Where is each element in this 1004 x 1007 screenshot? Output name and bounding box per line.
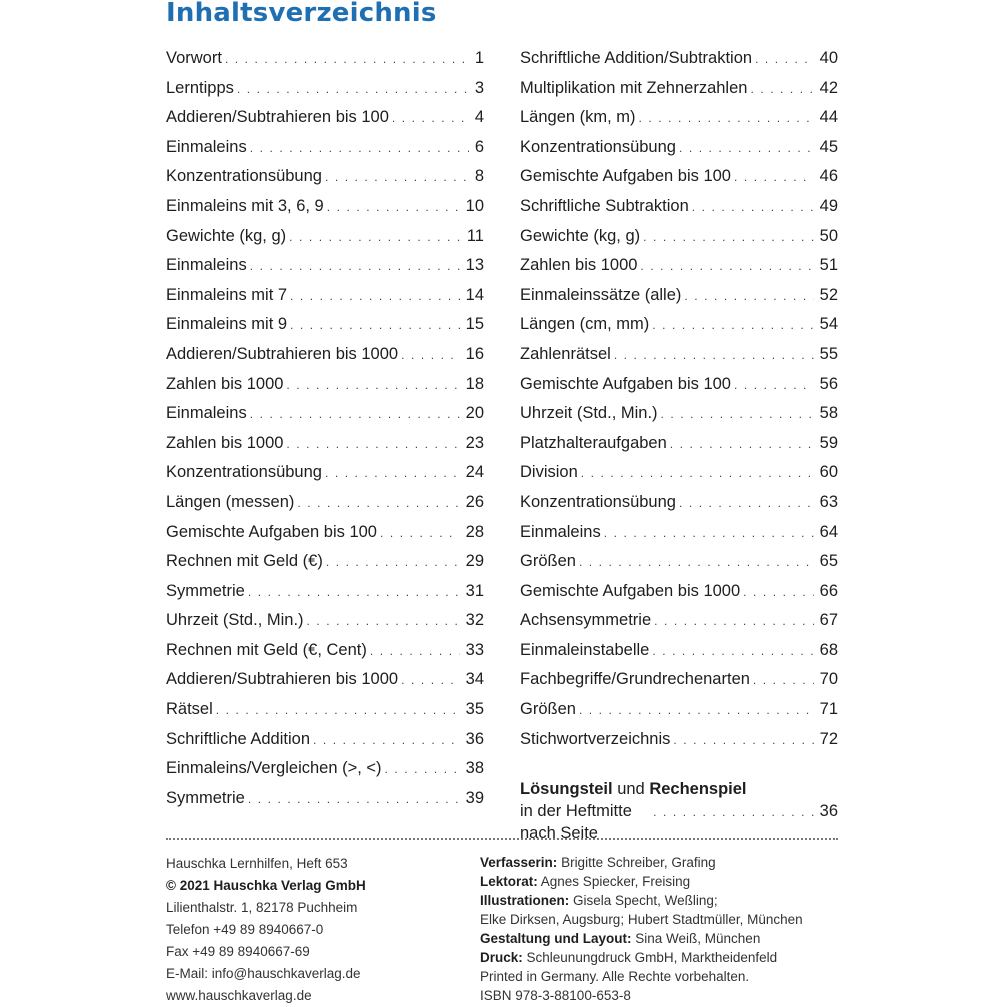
dot-leader	[679, 134, 814, 164]
toc-entry	[520, 162, 838, 192]
dot-leader	[250, 252, 460, 282]
toc-entry-page: 67	[819, 611, 838, 630]
rights-line: Printed in Germany. Alle Rechte vorbehalten.	[480, 969, 750, 984]
dot-leader	[307, 607, 460, 637]
illustrations-value: Gisela Specht, Weßling;	[573, 893, 718, 908]
dot-leader	[743, 578, 813, 608]
dot-leader	[684, 282, 813, 312]
toc-entry	[166, 310, 484, 340]
toc-entry-page: 59	[819, 433, 838, 452]
page-title: Inhaltsverzeichnis	[166, 0, 437, 28]
toc-entry-title: Zahlen bis 1000	[520, 256, 638, 275]
toc-entry-page: 26	[465, 492, 484, 511]
toc-entry-page: 3	[474, 78, 484, 97]
toc-entry-title: Stichwortverzeichnis	[520, 729, 671, 748]
toc-entry-title: Gemischte Aufgaben bis 100	[520, 167, 731, 186]
illustrations-label: Illustrationen:	[480, 893, 570, 908]
toc-entry	[166, 281, 484, 311]
toc-entry-page: 66	[819, 581, 838, 600]
dot-leader	[401, 341, 460, 371]
dot-leader	[250, 134, 469, 164]
illustrations-line	[480, 891, 803, 910]
solutions-line-1	[520, 778, 838, 800]
toc-entry-title: Achsensymmetrie	[520, 611, 652, 630]
toc-entry	[520, 488, 838, 518]
toc-entry	[166, 695, 484, 725]
toc-entry	[166, 577, 484, 607]
dot-leader	[290, 282, 460, 312]
toc-entry-page: 10	[465, 196, 484, 215]
toc-entry	[520, 251, 838, 281]
dot-leader	[216, 696, 460, 726]
toc-entry-title: Einmaleins	[166, 137, 247, 156]
toc-entry-title: Einmaleins/Vergleichen (>, <)	[166, 759, 382, 778]
dot-leader	[370, 637, 460, 667]
toc-entry-page: 58	[819, 404, 838, 423]
dot-leader	[237, 75, 469, 105]
toc-entry-page: 51	[819, 256, 838, 275]
toc-entry-page: 45	[819, 137, 838, 156]
toc-entry-page: 35	[465, 700, 484, 719]
toc-entry-page: 4	[474, 108, 484, 127]
toc-entry	[166, 606, 484, 636]
toc-entry	[166, 636, 484, 666]
dot-leader	[286, 430, 459, 460]
dot-leader	[401, 666, 460, 696]
dot-leader	[673, 726, 813, 756]
dot-leader	[604, 519, 814, 549]
design-label: Gestaltung und Layout:	[480, 931, 632, 946]
toc-entry-page: 36	[465, 729, 484, 748]
dot-leader	[753, 666, 814, 696]
toc-entry-title: Längen (messen)	[166, 492, 295, 511]
toc-entry-title: Konzentrationsübung	[166, 167, 322, 186]
toc-entry-title: Multiplikation mit Zehnerzahlen	[520, 78, 748, 97]
toc-entry	[166, 162, 484, 192]
toc-entry-page: 40	[819, 49, 838, 67]
toc-entry-title: Addieren/Subtrahieren bis 100	[166, 108, 389, 127]
toc-entry-page: 56	[819, 374, 838, 393]
toc-entry-title: Platzhalteraufgaben	[520, 433, 667, 452]
toc-entry	[166, 458, 484, 488]
toc-entry-title: Gewichte (kg, g)	[166, 226, 287, 245]
copyright-line: © 2021 Hauschka Verlag GmbH	[166, 878, 366, 893]
toc-entry-page: 11	[466, 226, 484, 245]
toc-entry	[520, 310, 838, 340]
toc-entry-title: Rechnen mit Geld (€, Cent)	[166, 640, 367, 659]
dot-leader	[581, 459, 814, 489]
toc-entry-title: Gemischte Aufgaben bis 100	[520, 374, 731, 393]
toc-entry-title: Schriftliche Subtraktion	[520, 196, 689, 215]
print-value: Schleunungdruck GmbH, Marktheidenfeld	[526, 950, 778, 965]
toc-entry-page: 39	[465, 788, 484, 807]
dot-leader	[579, 548, 814, 578]
toc-entry	[166, 784, 484, 814]
toc-entry-title: Längen (cm, mm)	[520, 315, 650, 334]
dot-leader	[325, 163, 469, 193]
toc-entry-title: Rätsel	[166, 700, 213, 719]
toc-entry-title: Rechnen mit Geld (€)	[166, 552, 323, 571]
author-value: Brigitte Schreiber, Grafing	[561, 855, 716, 870]
dot-leader	[652, 637, 813, 667]
dot-leader	[313, 726, 460, 756]
dot-leader	[755, 45, 814, 75]
toc-entry	[166, 251, 484, 281]
toc-entry-title: Einmaleinstabelle	[520, 640, 650, 659]
toc-entry-title: Gewichte (kg, g)	[520, 226, 641, 245]
toc-entry-title: Einmaleins	[520, 522, 601, 541]
toc-entry-title: Einmaleins	[166, 256, 247, 275]
dot-leader	[325, 459, 460, 489]
toc-entry-page: 24	[465, 463, 484, 482]
toc-entry	[520, 429, 838, 459]
dot-leader	[290, 311, 460, 341]
toc-entry-page: 14	[465, 285, 484, 304]
toc-entry-title: Konzentrationsübung	[520, 492, 676, 511]
toc-entry-page: 28	[465, 522, 484, 541]
toc-entry	[520, 577, 838, 607]
toc-entry-title: Einmaleinssätze (alle)	[520, 285, 682, 304]
dot-leader	[385, 755, 460, 785]
toc-entry-page: 55	[819, 344, 838, 363]
toc-entry-title: Größen	[520, 552, 576, 571]
toc-entry-title: Symmetrie	[166, 788, 245, 807]
toc-entry-page: 18	[465, 374, 484, 393]
toc-entry	[166, 547, 484, 577]
dot-leader	[750, 75, 813, 105]
toc-entry-title: Division	[520, 463, 578, 482]
toc-entry-page: 54	[819, 315, 838, 334]
dot-leader	[692, 193, 814, 223]
toc-entry-title: Vorwort	[166, 49, 222, 67]
toc-entry	[520, 133, 838, 163]
credits-info	[480, 853, 803, 1005]
game-label: Rechenspiel	[649, 780, 747, 798]
dot-leader	[579, 696, 814, 726]
toc-entry-title: Gemischte Aufgaben bis 100	[166, 522, 377, 541]
design-value: Sina Weiß, München	[635, 931, 761, 946]
toc-entry	[166, 518, 484, 548]
toc-entry-title: Uhrzeit (Std., Min.)	[520, 404, 658, 423]
toc-entry	[166, 192, 484, 222]
toc-entry-title: Zahlen bis 1000	[166, 374, 284, 393]
series-line: Hauschka Lernhilfen, Heft 653	[166, 856, 348, 871]
toc-entry-page: 71	[819, 700, 838, 719]
toc-entry-title: Fachbegriffe/Grundrechenarten	[520, 670, 750, 689]
toc-entry	[166, 44, 484, 74]
toc-entry	[520, 44, 838, 74]
toc-entry-page: 16	[465, 344, 484, 363]
toc-entry-page: 63	[819, 492, 838, 511]
dot-leader	[380, 519, 460, 549]
toc-entry-page: 42	[819, 78, 838, 97]
dot-leader	[392, 104, 469, 134]
toc-entry	[520, 518, 838, 548]
toc-entry	[520, 636, 838, 666]
toc-entry-page: 64	[819, 522, 838, 541]
toc-entry	[520, 340, 838, 370]
toc-entry-page: 52	[819, 285, 838, 304]
toc-entry	[166, 754, 484, 784]
toc-entry-page: 1	[474, 49, 484, 67]
toc-entry-page: 20	[465, 404, 484, 423]
toc-entry	[520, 370, 838, 400]
toc-left-column	[166, 44, 484, 813]
phone-line: Telefon +49 89 8940667-0	[166, 922, 324, 937]
editor-line	[480, 872, 803, 891]
toc-entry-page: 23	[465, 433, 484, 452]
dot-leader	[225, 45, 469, 75]
toc-entry	[520, 547, 838, 577]
toc-entry-page: 33	[465, 640, 484, 659]
toc-entry	[166, 103, 484, 133]
editor-value: Agnes Spiecker, Freising	[540, 874, 691, 889]
toc-entry-page: 70	[819, 670, 838, 689]
toc-entry	[520, 725, 838, 755]
address-line: Lilienthalstr. 1, 82178 Puchheim	[166, 900, 358, 915]
toc-entry-title: Einmaleins	[166, 404, 247, 423]
toc-entry	[166, 370, 484, 400]
isbn-line: ISBN 978-3-88100-653-8	[480, 988, 631, 1003]
toc-entry-page: 38	[465, 759, 484, 778]
dot-leader	[734, 163, 814, 193]
toc-entry-title: Konzentrationsübung	[166, 463, 322, 482]
toc-entry-page: 15	[465, 315, 484, 334]
toc-entry	[520, 665, 838, 695]
dotted-divider	[166, 838, 838, 840]
toc-entry-page: 13	[465, 256, 484, 275]
dot-leader	[297, 489, 459, 519]
toc-entry-title: Zahlenrätsel	[520, 344, 611, 363]
dot-leader	[661, 400, 814, 430]
toc-entry	[166, 74, 484, 104]
author-line	[480, 853, 803, 872]
toc-entry	[520, 103, 838, 133]
dot-leader	[734, 371, 814, 401]
toc-entry	[166, 340, 484, 370]
toc-entry	[166, 222, 484, 252]
print-label: Druck:	[480, 950, 523, 965]
dot-leader	[248, 578, 460, 608]
toc-entry-title: Schriftliche Addition	[166, 729, 310, 748]
toc-entry-title: Symmetrie	[166, 581, 245, 600]
toc-entry-page: 32	[465, 611, 484, 630]
toc-entry	[520, 74, 838, 104]
toc-entry	[520, 458, 838, 488]
toc-entry-title: Zahlen bis 1000	[166, 433, 284, 452]
toc-entry-title: Längen (km, m)	[520, 108, 636, 127]
author-label: Verfasserin:	[480, 855, 558, 870]
dot-leader	[286, 371, 459, 401]
toc-entry-title: Lerntipps	[166, 78, 234, 97]
dot-leader	[639, 104, 814, 134]
toc-entry-page: 8	[474, 167, 484, 186]
toc-right-column	[520, 44, 838, 754]
toc-entry	[520, 222, 838, 252]
solutions-and: und	[617, 780, 645, 798]
toc-entry-page: 44	[819, 108, 838, 127]
dot-leader	[640, 252, 813, 282]
toc-entry	[520, 606, 838, 636]
toc-entry-title: Gemischte Aufgaben bis 1000	[520, 581, 741, 600]
toc-entry-page: 29	[465, 552, 484, 571]
website-line: www.hauschkaverlag.de	[166, 988, 312, 1003]
toc-entry-title: Einmaleins mit 9	[166, 315, 288, 334]
toc-entry-title: Größen	[520, 700, 576, 719]
toc-entry-title: Addieren/Subtrahieren bis 1000	[166, 670, 399, 689]
toc-entry-page: 49	[819, 196, 838, 215]
editor-label: Lektorat:	[480, 874, 538, 889]
design-line	[480, 929, 803, 948]
dot-leader	[653, 801, 814, 823]
toc-entry-page: 60	[819, 463, 838, 482]
dot-leader	[679, 489, 814, 519]
solutions-text: in der Heftmitte nach Seite	[520, 802, 632, 842]
dot-leader	[248, 785, 460, 815]
dot-leader	[327, 193, 460, 223]
toc-entry-page: 65	[819, 552, 838, 571]
solutions-page: 36	[819, 802, 838, 820]
publisher-info	[166, 853, 366, 1007]
dot-leader	[250, 400, 460, 430]
toc-entry-page: 68	[819, 640, 838, 659]
toc-entry-title: Uhrzeit (Std., Min.)	[166, 611, 304, 630]
toc-entry-page: 34	[465, 670, 484, 689]
toc-entry	[166, 488, 484, 518]
toc-entry-page: 46	[819, 167, 838, 186]
toc-entry-page: 31	[465, 581, 484, 600]
dot-leader	[652, 311, 813, 341]
toc-entry	[166, 133, 484, 163]
toc-entry-title: Schriftliche Addition/Subtraktion	[520, 49, 753, 67]
illustrations-line-2: Elke Dirksen, Augsburg; Hubert Stadtmüller, München	[480, 912, 803, 927]
toc-entry-page: 50	[819, 226, 838, 245]
toc-entry	[520, 192, 838, 222]
toc-entry-page: 6	[474, 137, 484, 156]
dot-leader	[614, 341, 814, 371]
fax-line: Fax +49 89 8940667-69	[166, 944, 310, 959]
dot-leader	[654, 607, 814, 637]
dot-leader	[326, 548, 460, 578]
solutions-label: Lösungsteil	[520, 780, 613, 798]
dot-leader	[289, 223, 461, 253]
dot-leader	[670, 430, 814, 460]
toc-entry-page: 72	[819, 729, 838, 748]
toc-entry	[166, 665, 484, 695]
toc-entry	[166, 725, 484, 755]
toc-entry-title: Addieren/Subtrahieren bis 1000	[166, 344, 399, 363]
toc-entry	[520, 281, 838, 311]
toc-entry-title: Einmaleins mit 7	[166, 285, 288, 304]
toc-entry-title: Einmaleins mit 3, 6, 9	[166, 196, 324, 215]
dot-leader	[643, 223, 814, 253]
toc-entry	[520, 695, 838, 725]
toc-entry	[166, 399, 484, 429]
solutions-note	[520, 778, 838, 844]
email-line: E-Mail: info@hauschkaverlag.de	[166, 966, 361, 981]
print-line	[480, 948, 803, 967]
toc-entry	[166, 429, 484, 459]
toc-entry	[520, 399, 838, 429]
toc-entry-title: Konzentrationsübung	[520, 137, 676, 156]
